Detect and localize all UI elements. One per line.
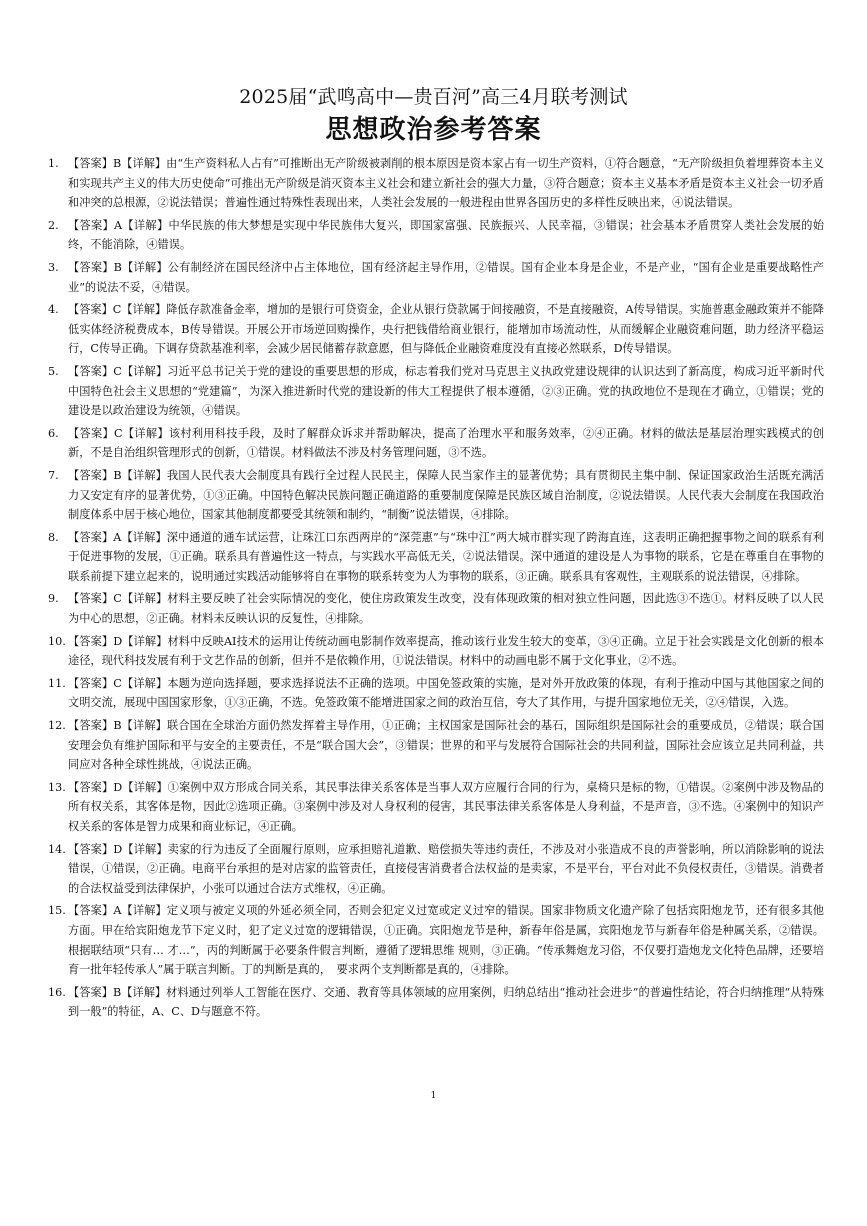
answer-text: 【答案】B【详解】我国人民代表大会制度具有践行全过程人民民主，保障人民当家作主的显著优势；具有贯彻民主集中制、保证国家政治生活既充满活力又安定有序的显著优势，①③正确。中国特色解决民族问题正确道路的重要制度保障是民族区域自治制度，②说法错误。人民代表大会制度在我国政治制度体系中居于核心地位，国家其他制度都要受其统领和制约，“制衡”说法错误，④排除。	[68, 468, 824, 522]
document-title: 2025届“武鸣高中—贵百河”高三4月联考测试	[239, 86, 628, 108]
answer-item	[46, 983, 824, 1022]
answer-text: 【答案】A【详解】定义项与被定义项的外延必须全同，否则会犯定义过宽或定义过窄的错误。国家非物质文化遗产除了包括宾阳炮龙节，还有很多其他方面。甲在给宾阳炮龙节下定义时，犯了定义过宽的逻辑错误，①正确。宾阳炮龙节是种，新春年俗是属，宾阳炮龙节与新春年俗是种属关系，②错误。根据联结项“只有… 才…”，丙的判断属于必要条件假言判断，遵循了逻辑思维 规则，③正确。“传承舞炮龙习俗，不仅要打造炮龙文化特色品牌，还要培育一批年轻传承人”属于联言判断。丁的判断是真的， 要求两个支判断都是真的，④排除。	[68, 904, 824, 977]
answer-text: 【答案】D【详解】材料中反映AI技术的运用让传统动画电影制作效率提高，推动该行业发生较大的变革，③④正确。立足于社会实践是文化创新的根本途径，现代科技发展有利于文艺作品的创新，但并不是依赖作用，①说法错误。材料中的动画电影不属于文化事业，②不选。	[68, 634, 824, 668]
page-number: 1	[430, 1091, 437, 1101]
answer-text: 【答案】C【详解】该村利用科技手段，及时了解群众诉求并帮助解决，提高了治理水平和服务效率，②④正确。材料的做法是基层治理实践模式的创新，不是自治组织管理形式的创新，①错误。材料做法不涉及村务管理问题，③不选。	[68, 426, 824, 460]
answer-number: 2.	[48, 218, 59, 232]
answer-item	[46, 300, 824, 359]
answer-number: 16.	[48, 985, 66, 999]
answer-item	[46, 466, 824, 525]
answer-item	[46, 901, 824, 979]
answer-text: 【答案】C【详解】本题为逆向选择题，要求选择说法不正确的选项。中国免签政策的实施，是对外开放政策的体现，有利于推动中国与其他国家之间的文明交流，展现中国国家形象，①③正确，不选。免签政策不能增进国家之间的政治互信，夸大了其作用，与提升国家地位无关，②④错误，入选。	[68, 676, 824, 710]
answer-item	[46, 674, 824, 713]
answer-item	[46, 424, 824, 463]
answer-number: 13.	[48, 780, 66, 794]
answer-number: 10.	[48, 634, 66, 648]
answer-item	[46, 589, 824, 628]
answer-number: 8.	[48, 530, 59, 544]
answer-text: 【答案】B【详解】公有制经济在国民经济中占主体地位，国有经济起主导作用，②错误。国有企业本身是企业，不是产业，“国有企业是重要战略性产业”的说法不妥，④错误。	[68, 260, 824, 294]
answer-text: 【答案】D【详解】卖家的行为违反了全面履行原则，应承担赔礼道歉、赔偿损失等违约责任，不涉及对小张造成不良的声誉影响，所以消除影响的说法错误，①错误，②正确。电商平台承担的是对店家的监管责任，直接侵害消费者合法权益的是卖家，不是平台，平台对此不负侵权责任，③错误。消费者的合法权益受到法律保护，小张可以通过合法方式维权，④正确。	[68, 842, 824, 895]
answer-number: 3.	[48, 260, 59, 274]
answer-item	[46, 632, 824, 671]
answer-number: 15.	[48, 904, 66, 918]
answer-text: 【答案】A【详解】深中通道的通车试运营，让珠江口东西两岸的“深莞惠”与“珠中江”两大城市群实现了跨海直连，这表明正确把握事物之间的联系有利于促进事物的发展，①正确。联系具有普遍性这一特点，与实践水平高低无关，②说法错误。深中通道的建设是人为事物的联系，它是在尊重自在事物的联系前提下建立起来的，说明通过实践活动能够将自在事物的联系转变为人为事物的联系，③正确。联系具有客观性，主观联系的说法错误，④排除。	[68, 530, 824, 583]
answer-text: 【答案】C【详解】材料主要反映了社会实际情况的变化，使住房政策发生改变，没有体现政策的相对独立性问题，因此选③不选①。材料反映了以人民为中心的思想，②正确。材料未反映认识的反复性，④排除。	[68, 592, 824, 626]
answer-text: 【答案】B【详解】由“生产资料私人占有”可推断出无产阶级被剥削的根本原因是资本家占有一切生产资料，①符合题意，“无产阶级担负着埋葬资本主义和实现共产主义的伟大历史使命”可推出无产阶级是消灭资本主义社会和建立新社会的强大力量，③符合题意；资本主义基本矛盾是资本主义社会一切矛盾和冲突的总根源，②说法错误；普遍性通过特殊性表现出来，人类社会发展的一般进程由世界各国历史的多样性反映出来，④说法错误。	[68, 157, 824, 210]
answer-number: 6.	[48, 426, 59, 440]
answer-number: 5.	[48, 364, 59, 378]
answer-item	[46, 778, 824, 837]
answer-item	[46, 840, 824, 899]
answer-number: 4.	[48, 303, 59, 317]
answer-text: 【答案】B【详解】材料通过列举人工智能在医疗、交通、教育等具体领域的应用案例，归纳总结出“推动社会进步”的普遍性结论，符合归纳推理“从特殊到一般”的特征，A、C、D与题意不符。	[68, 985, 824, 1019]
answer-item	[46, 154, 824, 213]
answer-item	[46, 216, 824, 255]
answer-item	[46, 362, 824, 421]
answer-number: 14.	[48, 842, 66, 856]
answer-text: 【答案】D【详解】①案例中双方形成合同关系，其民事法律关系客体是当事人双方应履行合同的行为，桌椅只是标的物，①错误。②案例中涉及物品的所有权关系，其客体是物，因此②选项正确。③案例中涉及对人身权利的侵害，其民事法律关系客体是人身利益，不是声音，③不选。④案例中的知识产权关系的客体是智力成果和商业标记，④正确。	[68, 780, 824, 833]
answer-item	[46, 528, 824, 587]
answer-item	[46, 258, 824, 297]
answer-item	[46, 716, 824, 775]
answer-text: 【答案】C【详解】习近平总书记关于党的建设的重要思想的形成，标志着我们党对马克思主义执政党建设规律的认识达到了新高度，构成习近平新时代中国特色社会主义思想的“党建篇”，为深入推进新时代党的建设新的伟大工程提供了根本遵循，②③正确。党的执政地位不是现在才确立，①错误；党的建设是以政治建设为统领，④错误。	[68, 364, 824, 418]
answer-number: 11.	[48, 676, 66, 690]
answer-text: 【答案】C【详解】降低存款准备金率，增加的是银行可贷资金，企业从银行贷款属于间接融资，不是直接融资，A传导错误。实施普惠金融政策并不能降低实体经济税费成本，B传导错误。开展公开市场逆回购操作，央行把钱借给商业银行，能增加市场流动性，从而缓解企业融资难问题，助力经济平稳运行，C传导正确。下调存贷款基准利率，会减少居民储蓄存款意愿，但与降低企业融资难度没有直接必然联系，D传导错误。	[68, 303, 824, 356]
answer-text: 【答案】A【详解】中华民族的伟大梦想是实现中华民族伟大复兴，即国家富强、民族振兴、人民幸福，③错误；社会基本矛盾贯穿人类社会发展的始终，不能消除，④错误。	[68, 218, 824, 252]
answer-number: 1.	[48, 157, 59, 170]
answer-number: 12.	[48, 719, 66, 733]
document-subtitle: 思想政治参考答案	[325, 115, 542, 145]
answer-list	[46, 154, 824, 1025]
answer-number: 7.	[48, 468, 59, 482]
answer-number: 9.	[48, 592, 59, 606]
answer-text: 【答案】B【详解】联合国在全球治方面仍然发挥着主导作用，①正确；主权国家是国际社会的基石，国际组织是国际社会的重要成员，②错误；联合国安理会负有维护国际和平与安全的主要责任，不是“联合国大会”，③错误；世界的和平与发展符合国际社会的共同利益，国际社会应该立足共同利益，共同应对各种全球性挑战，④说法正确。	[68, 719, 824, 772]
